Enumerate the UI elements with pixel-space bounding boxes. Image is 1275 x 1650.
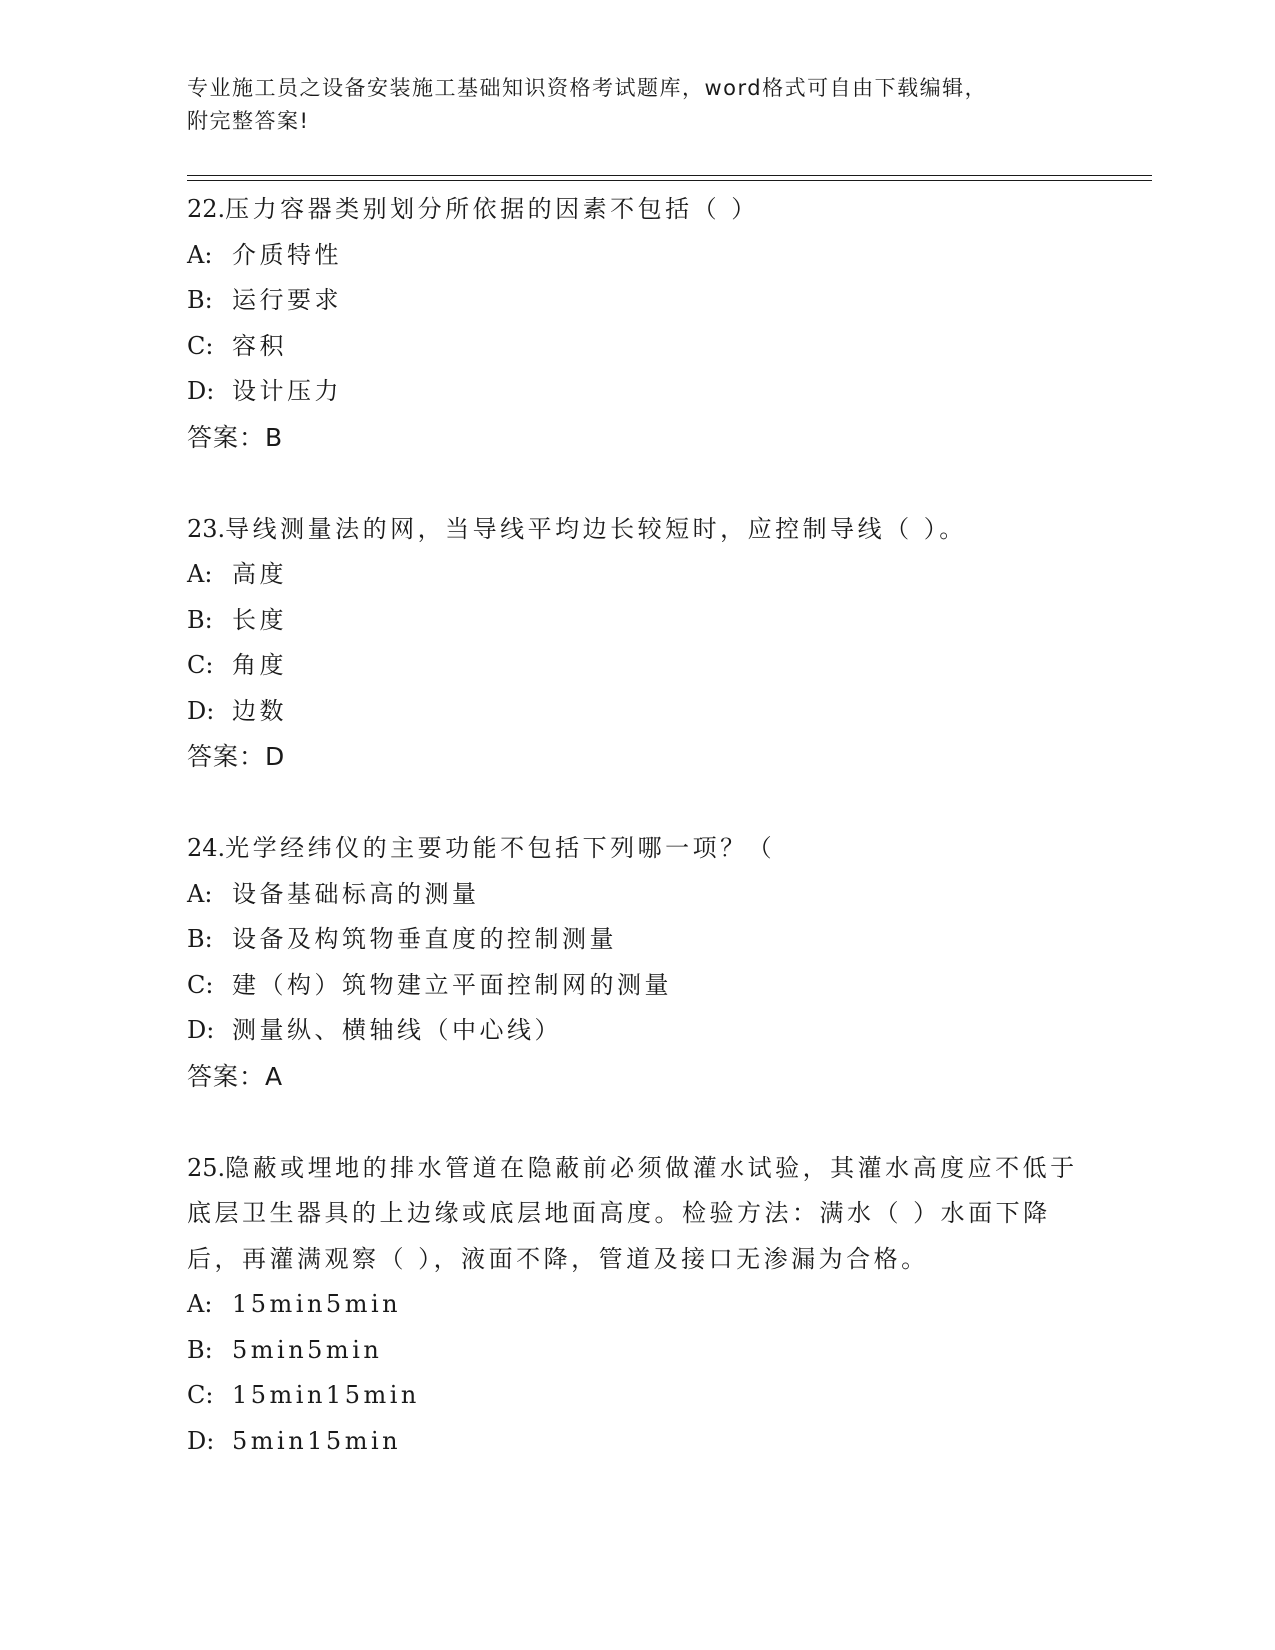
option-letter: C: [187, 970, 214, 999]
option-letter: D: [187, 1426, 215, 1455]
question-list [187, 187, 1087, 1464]
question-spacer [187, 779, 1087, 826]
option-text: 设计压力 [232, 377, 342, 405]
header-divider-bottom [187, 180, 1152, 181]
option-letter: D: [187, 1016, 215, 1044]
option-a [187, 552, 1087, 598]
option-text: 15min5min [232, 1290, 402, 1318]
header-title-line-1: 专业施工员之设备安装施工基础知识资格考试题库，word格式可自由下载编辑， [187, 76, 988, 100]
option-text: 5min15min [232, 1426, 402, 1455]
option-b [187, 598, 1087, 644]
option-text: 测量纵、横轴线（中心线） [232, 1016, 562, 1044]
question-stem [187, 187, 1087, 233]
option-text: 设备基础标高的测量 [232, 879, 480, 908]
option-b [187, 1328, 1087, 1374]
option-letter: C: [187, 1381, 214, 1409]
option-letter: C: [187, 331, 214, 360]
question-number: 25. [187, 1153, 226, 1182]
option-text: 角度 [232, 651, 287, 679]
header-divider-top [187, 175, 1152, 176]
option-letter: B: [187, 1335, 213, 1364]
answer-line: 答案：B [187, 422, 284, 452]
answer-line: 答案：D [187, 742, 286, 771]
option-letter: A: [187, 560, 213, 588]
option-c [187, 1373, 1087, 1419]
option-letter: A: [187, 1290, 213, 1318]
question-23 [187, 507, 1087, 780]
option-letter: B: [187, 925, 213, 953]
option-letter: B: [187, 605, 213, 634]
option-a [187, 1282, 1087, 1328]
question-22 [187, 187, 1087, 460]
header-title-line-2: 附完整答案! [187, 109, 310, 133]
option-text: 边数 [232, 696, 287, 725]
option-d [187, 369, 1087, 415]
question-text: 导线测量法的网，当导线平均边长较短时，应控制导线（ ）。 [225, 514, 967, 543]
question-number: 23. [187, 514, 226, 543]
option-text: 15min15min [232, 1381, 420, 1409]
question-number: 24. [187, 834, 226, 862]
option-text: 5min5min [232, 1335, 383, 1364]
question-number: 22. [187, 195, 226, 223]
option-letter: D: [187, 696, 215, 725]
option-b [187, 278, 1087, 324]
question-stem [187, 826, 1087, 872]
option-c [187, 324, 1087, 370]
option-letter: B: [187, 286, 213, 314]
option-text: 建（构）筑物建立平面控制网的测量 [232, 970, 672, 999]
option-c [187, 643, 1087, 689]
question-stem [187, 507, 1087, 553]
option-d [187, 1008, 1087, 1054]
question-25 [187, 1146, 1087, 1465]
document-header [187, 72, 1067, 138]
option-text: 容积 [232, 331, 287, 360]
question-24 [187, 826, 1087, 1099]
option-d [187, 689, 1087, 735]
answer-line: 答案：A [187, 1061, 284, 1091]
question-spacer [187, 460, 1087, 507]
option-letter: A: [187, 879, 213, 908]
option-letter: C: [187, 651, 214, 679]
question-text: 隐蔽或埋地的排水管道在隐蔽前必须做灌水试验，其灌水高度应不低于底层卫生器具的上边缘或底层地面高度。检验方法：满水（ ）水面下降后，再灌满观察（ ），液面不降，管道及接口无渗漏为合格。 [187, 1153, 1078, 1273]
option-a [187, 872, 1087, 918]
question-text: 压力容器类别划分所依据的因素不包括（ ） [225, 195, 759, 223]
option-b [187, 917, 1087, 963]
option-text: 长度 [232, 605, 287, 634]
question-spacer [187, 1099, 1087, 1146]
option-text: 设备及构筑物垂直度的控制测量 [232, 925, 617, 953]
option-text: 运行要求 [232, 286, 342, 314]
option-letter: D: [187, 377, 215, 405]
option-letter: A: [187, 240, 213, 269]
question-stem [187, 1146, 1087, 1283]
question-text: 光学经纬仪的主要功能不包括下列哪一项？（ [225, 834, 776, 862]
option-d [187, 1419, 1087, 1465]
option-a [187, 233, 1087, 279]
option-text: 介质特性 [232, 240, 342, 269]
option-c [187, 963, 1087, 1009]
option-text: 高度 [232, 560, 287, 588]
